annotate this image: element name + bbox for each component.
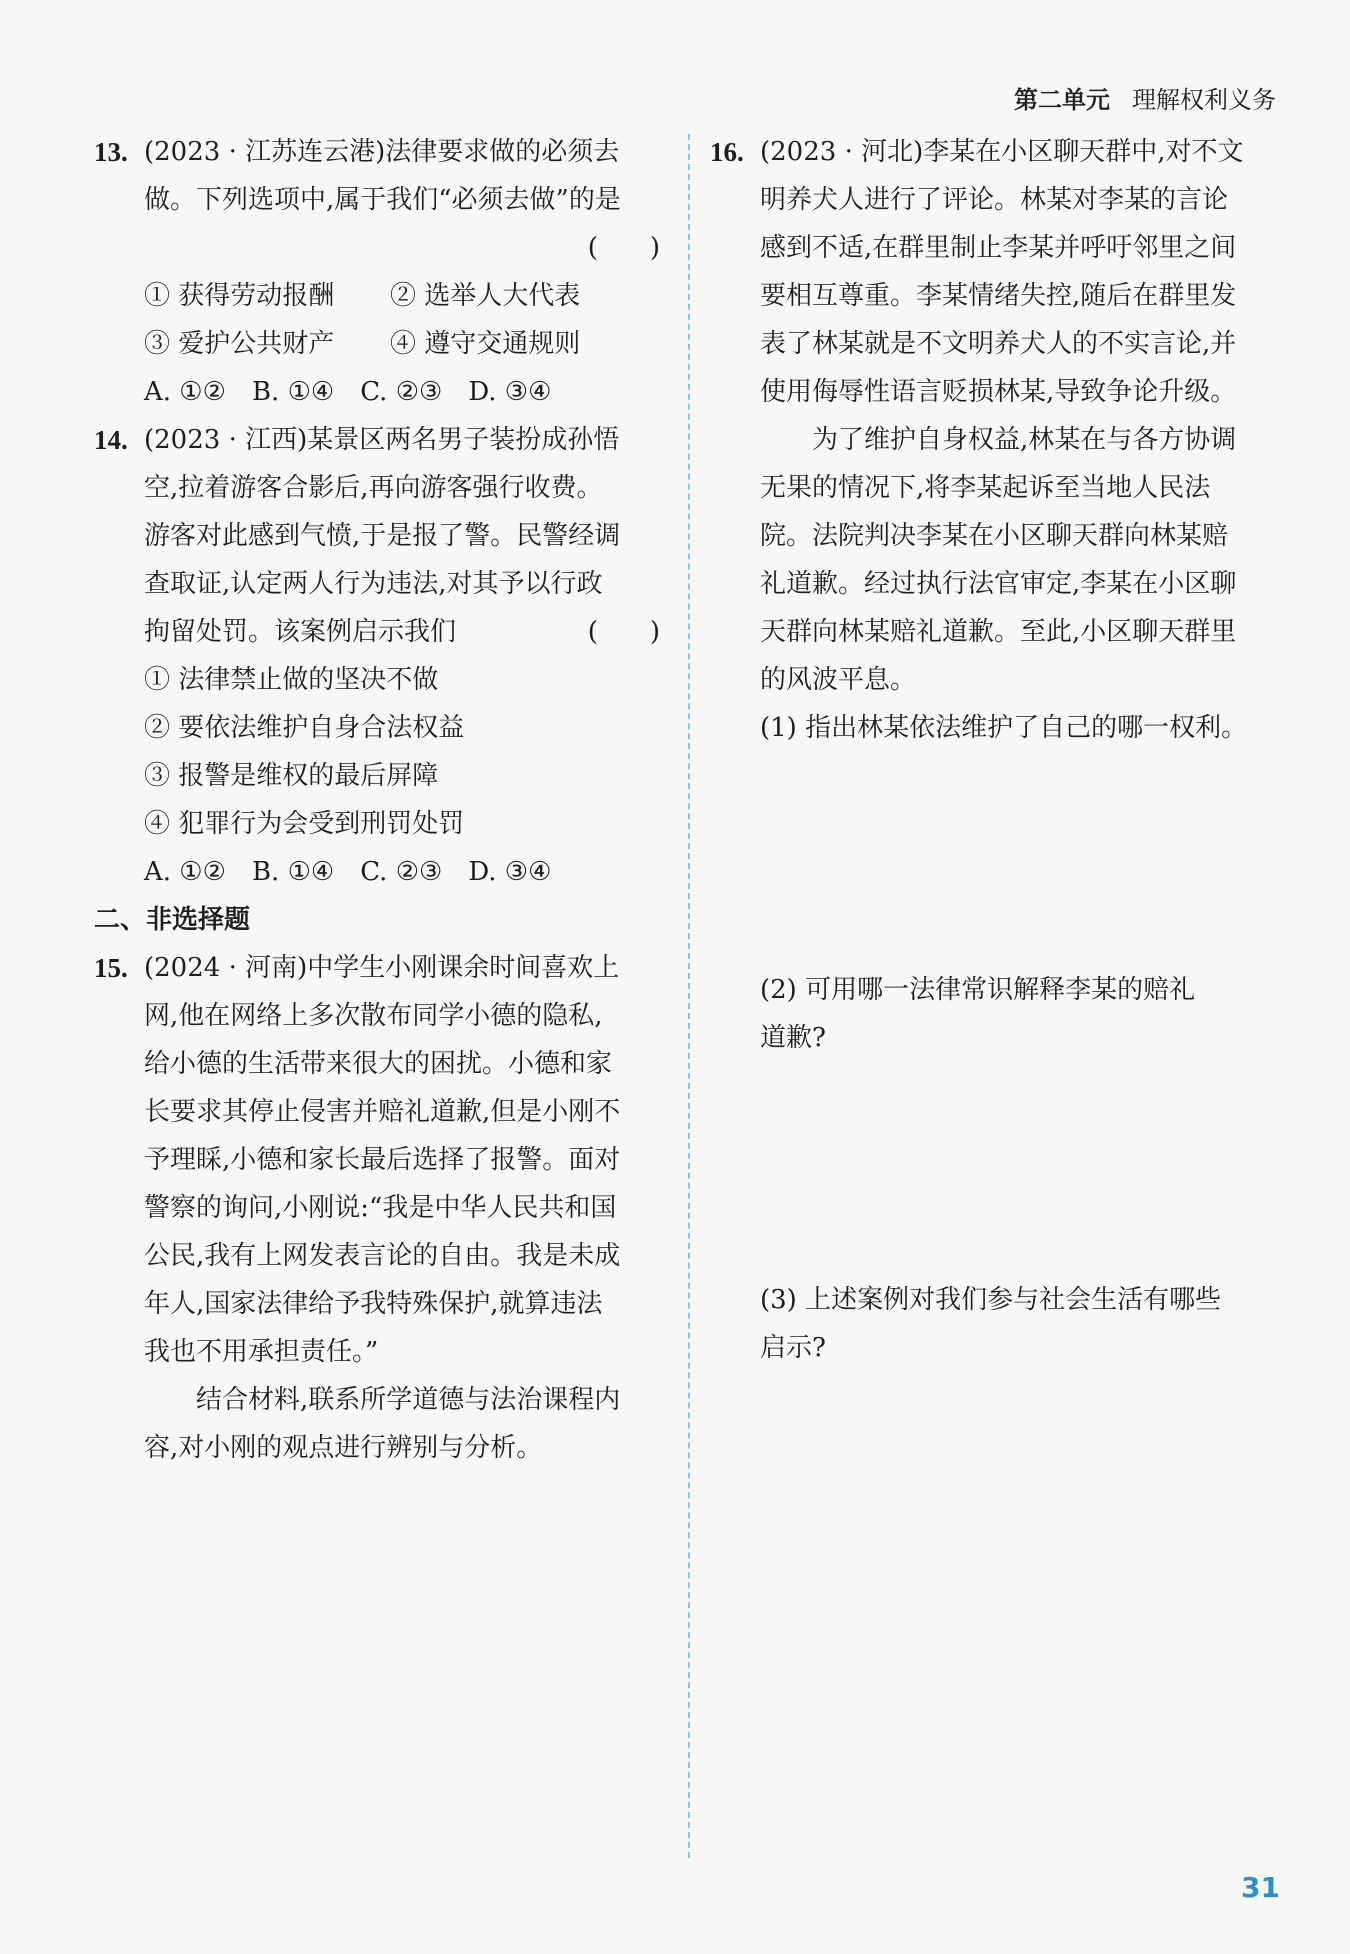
sub-question-3: 启示? [760, 1333, 826, 1363]
question-16 [710, 128, 1282, 1372]
answer-space [760, 752, 1282, 966]
question-text: 无果的情况下,将李某起诉至当地人民法 [760, 473, 1211, 503]
question-number: 16. [710, 137, 744, 167]
option: ③ 报警是维权的最后屏障 [144, 761, 439, 791]
question-text: 院。法院判决李某在小区聊天群向林某赔 [760, 521, 1229, 551]
question-number: 13. [94, 137, 128, 167]
choices-row [144, 848, 660, 896]
option: ② 要依法维护自身合法权益 [144, 713, 465, 743]
question-15 [94, 944, 660, 1472]
question-text-row [144, 608, 660, 656]
unit-label: 第二单元 [1014, 86, 1110, 114]
question-text: 做。下列选项中,属于我们“必须去做”的是 [144, 185, 621, 215]
choice-a: A. ①② [144, 857, 226, 887]
question-text: 空,拉着游客合影后,再向游客强行收费。 [144, 473, 603, 503]
question-text: 给小德的生活带来很大的困扰。小德和家 [144, 1049, 613, 1079]
options-row [144, 320, 660, 368]
question-text: 警察的询问,小刚说:“我是中华人民共和国 [144, 1193, 617, 1223]
sub-question-3: (3) 上述案例对我们参与社会生活有哪些 [760, 1285, 1222, 1315]
task-text: 容,对小刚的观点进行辨别与分析。 [144, 1433, 543, 1463]
choice-d: D. ③④ [468, 857, 552, 887]
right-column [710, 128, 1282, 1372]
option: ④ 遵守交通规则 [390, 329, 581, 359]
choices-row [144, 368, 660, 416]
question-text: 的风波平息。 [760, 665, 917, 695]
option: ④ 犯罪行为会受到刑罚处罚 [144, 809, 465, 839]
unit-title: 理解权利义务 [1132, 86, 1276, 114]
choice-b: B. ①④ [251, 377, 335, 407]
question-text: 表了林某就是不文明养犬人的不实言论,并 [760, 329, 1237, 359]
sub-question-1: (1) 指出林某依法维护了自己的哪一权利。 [760, 713, 1248, 743]
task-text: 结合材料,联系所学道德与法治课程内 [196, 1385, 621, 1415]
choice-d: D. ③④ [468, 377, 552, 407]
question-text: 游客对此感到气愤,于是报了警。民警经调 [144, 521, 621, 551]
page-number: 31 [1241, 1871, 1280, 1904]
question-number: 15. [94, 953, 128, 983]
question-text: 拘留处罚。该案例启示我们 [144, 617, 457, 647]
sub-question-2: (2) 可用哪一法律常识解释李某的赔礼 [760, 975, 1196, 1005]
page-header [1014, 80, 1276, 115]
question-text: 我也不用承担责任。” [144, 1337, 379, 1367]
choice-b: B. ①④ [251, 857, 335, 887]
question-text: (2024 · 河南)中学生小刚课余时间喜欢上 [144, 953, 620, 983]
question-text: 感到不适,在群里制止李某并呼吁邻里之间 [760, 233, 1237, 263]
left-column [94, 128, 660, 1472]
option: ③ 爱护公共财产 [144, 329, 335, 359]
answer-parentheses: ( ) [587, 233, 660, 263]
answer-parentheses: ( ) [587, 617, 660, 647]
question-text: 天群向林某赔礼道歉。至此,小区聊天群里 [760, 617, 1237, 647]
question-text: (2023 · 江西)某景区两名男子装扮成孙悟 [144, 425, 620, 455]
question-text: 予理睬,小德和家长最后选择了报警。面对 [144, 1145, 621, 1175]
question-text: 年人,国家法律给予我特殊保护,就算违法 [144, 1289, 603, 1319]
answer-blank-row [144, 224, 660, 272]
question-text: (2023 · 河北)李某在小区聊天群中,对不文 [760, 137, 1244, 167]
question-text: 要相互尊重。李某情绪失控,随后在群里发 [760, 281, 1237, 311]
question-text: (2023 · 江苏连云港)法律要求做的必须去 [144, 137, 620, 167]
question-14 [94, 416, 660, 896]
question-text: 查取证,认定两人行为违法,对其予以行政 [144, 569, 603, 599]
question-text: 网,他在网络上多次散布同学小德的隐私, [144, 1001, 603, 1031]
question-text: 为了维护自身权益,林某在与各方协调 [812, 425, 1237, 455]
choice-c: C. ②③ [360, 377, 443, 407]
question-text: 公民,我有上网发表言论的自由。我是未成 [144, 1241, 621, 1271]
option: ① 获得劳动报酬 [144, 281, 335, 311]
column-divider [688, 134, 690, 1858]
choice-a: A. ①② [144, 377, 226, 407]
option: ① 法律禁止做的坚决不做 [144, 665, 439, 695]
question-text: 明养犬人进行了评论。林某对李某的言论 [760, 185, 1229, 215]
sub-question-2: 道歉? [760, 1023, 826, 1053]
question-text: 长要求其停止侵害并赔礼道歉,但是小刚不 [144, 1097, 621, 1127]
answer-space [760, 1062, 1282, 1276]
question-13 [94, 128, 660, 416]
options-row [144, 272, 660, 320]
section-heading: 二、非选择题 [94, 905, 251, 935]
option: ② 选举人大代表 [390, 281, 581, 311]
question-text: 礼道歉。经过执行法官审定,李某在小区聊 [760, 569, 1237, 599]
question-text: 使用侮辱性语言贬损林某,导致争论升级。 [760, 377, 1237, 407]
question-number: 14. [94, 425, 128, 455]
choice-c: C. ②③ [360, 857, 443, 887]
